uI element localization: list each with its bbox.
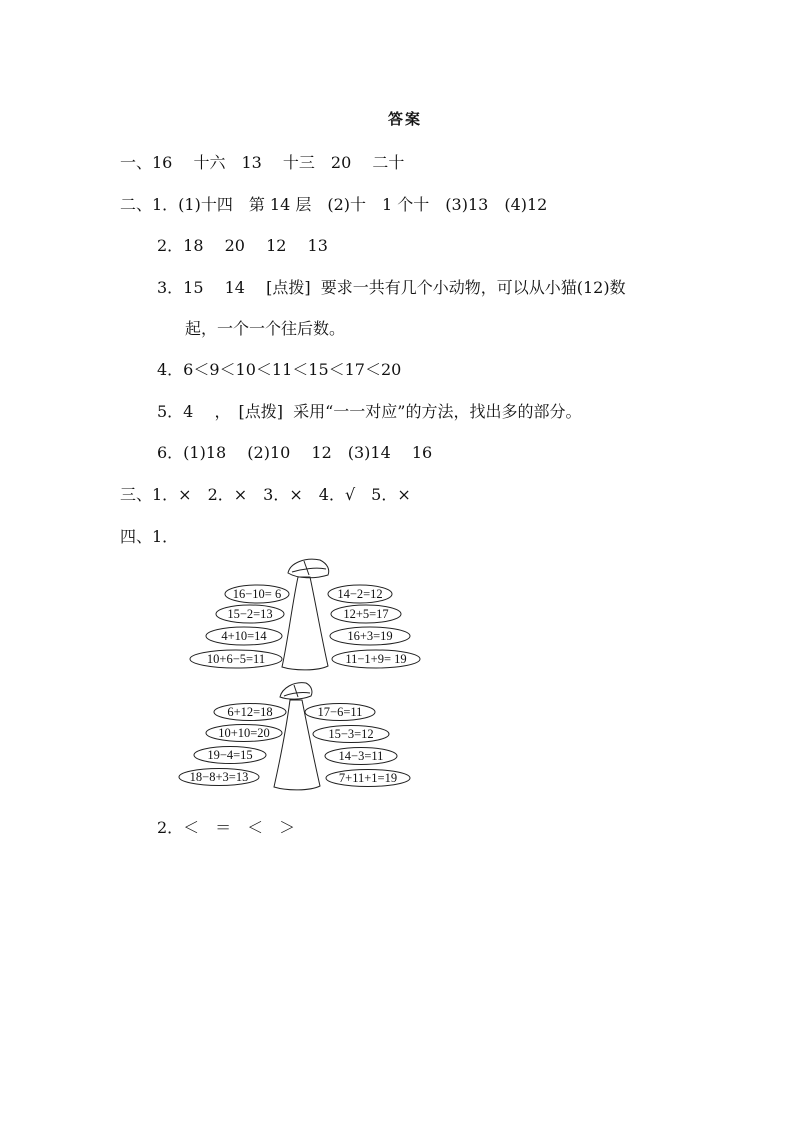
answer-section-2-item-5: 5．4 ， [点拨] 采用“一一对应”的方法，找出多的部分。	[157, 402, 582, 421]
tree2-right-eq-3: 14−3=11	[338, 749, 384, 763]
tree-figure	[170, 555, 440, 800]
tree2-right-eq-1: 17−6=11	[317, 705, 363, 719]
tree2-left-eq-2: 10+10=20	[218, 726, 270, 740]
tree1-left-eq-4: 10+6−5=11	[206, 652, 266, 666]
tree1-right-eq-4: 11−1+9= 19	[345, 652, 407, 666]
answer-section-1: 一、16 十六 13 十三 20 二十	[120, 153, 405, 172]
tree1-right-eq-2: 12+5=17	[343, 607, 389, 621]
tree2-left-eq-1: 6+12=18	[227, 705, 273, 719]
tree2-left-eq-4: 18−8+3=13	[189, 770, 249, 784]
page-title: 答案	[387, 110, 422, 128]
answer-section-2-item-3: 3．15 14 [点拨] 要求一共有几个小动物，可以从小猫(12)数	[157, 278, 626, 297]
answer-section-2-item-4: 4．6＜9＜10＜11＜15＜17＜20	[157, 360, 402, 379]
tree1-left-eq-2: 15−2=13	[227, 607, 273, 621]
tree-2	[274, 683, 320, 790]
tree2-right-eq-2: 15−3=12	[328, 727, 374, 741]
answer-section-4-item-2: 2．＜ ＝ ＜ ＞	[157, 818, 296, 837]
answer-section-4-item-1: 四、1．	[120, 527, 179, 546]
answer-section-3: 三、1．× 2．× 3．× 4．√ 5．×	[120, 485, 411, 504]
tree-1-trunk	[282, 577, 328, 670]
answer-section-2-item-1: 二、1．(1)十四 第 14 层 (2)十 1 个十 (3)13 (4)12	[120, 195, 548, 214]
tree-2-trunk	[274, 700, 320, 790]
tree-1	[282, 559, 329, 670]
tree1-right-eq-1: 14−2=12	[337, 587, 383, 601]
answer-section-2-item-3-continued: 起，一个一个往后数。	[185, 319, 346, 338]
tree1-left-eq-3: 4+10=14	[221, 629, 267, 643]
answer-section-2-item-6: 6．(1)18 (2)10 12 (3)14 16	[157, 443, 433, 462]
answer-section-2-item-2: 2．18 20 12 13	[157, 236, 328, 255]
tree2-right-eq-4: 7+11+1=19	[338, 771, 398, 785]
tree2-left-eq-3: 19−4=15	[207, 748, 253, 762]
tree1-right-eq-3: 16+3=19	[347, 629, 393, 643]
tree1-left-eq-1: 16−10= 6	[232, 587, 282, 601]
